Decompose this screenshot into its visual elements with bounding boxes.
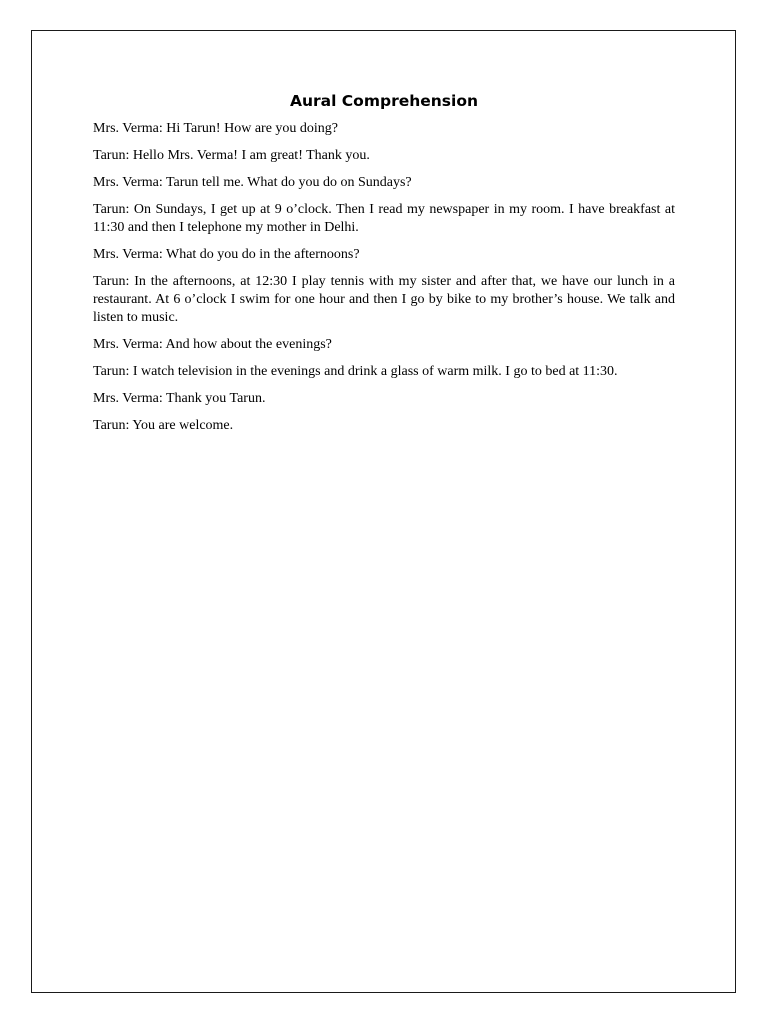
dialogue-line: Tarun: In the afternoons, at 12:30 I play tennis with my sister and after that, we have our lunch in a restaurant. At 6 o’clock I swim for one hour and then I go by bike to my brother’s house. We talk and listen to music. — [93, 274, 675, 325]
dialogue-line: Tarun: You are welcome. — [93, 418, 234, 433]
dialogue-line: Mrs. Verma: And how about the evenings? — [93, 337, 332, 352]
dialogue-line: Mrs. Verma: Tarun tell me. What do you do on Sundays? — [93, 175, 412, 190]
dialogue-line: Mrs. Verma: Thank you Tarun. — [93, 391, 266, 406]
dialogue-line: Tarun: On Sundays, I get up at 9 o’clock. Then I read my newspaper in my room. I have breakfast at 11:30 and then I telephone my mother in Delhi. — [93, 202, 675, 235]
dialogue-list — [93, 120, 675, 435]
document-title: Aural Comprehension — [289, 92, 479, 110]
dialogue-line: Tarun: I watch television in the evenings and drink a glass of warm milk. I go to bed at 11:30. — [93, 364, 618, 379]
page-content — [93, 91, 675, 444]
dialogue-line: Tarun: Hello Mrs. Verma! I am great! Thank you. — [93, 148, 370, 163]
dialogue-line: Mrs. Verma: Hi Tarun! How are you doing? — [93, 121, 339, 136]
dialogue-line: Mrs. Verma: What do you do in the afternoons? — [93, 247, 360, 262]
document-page — [31, 30, 736, 993]
